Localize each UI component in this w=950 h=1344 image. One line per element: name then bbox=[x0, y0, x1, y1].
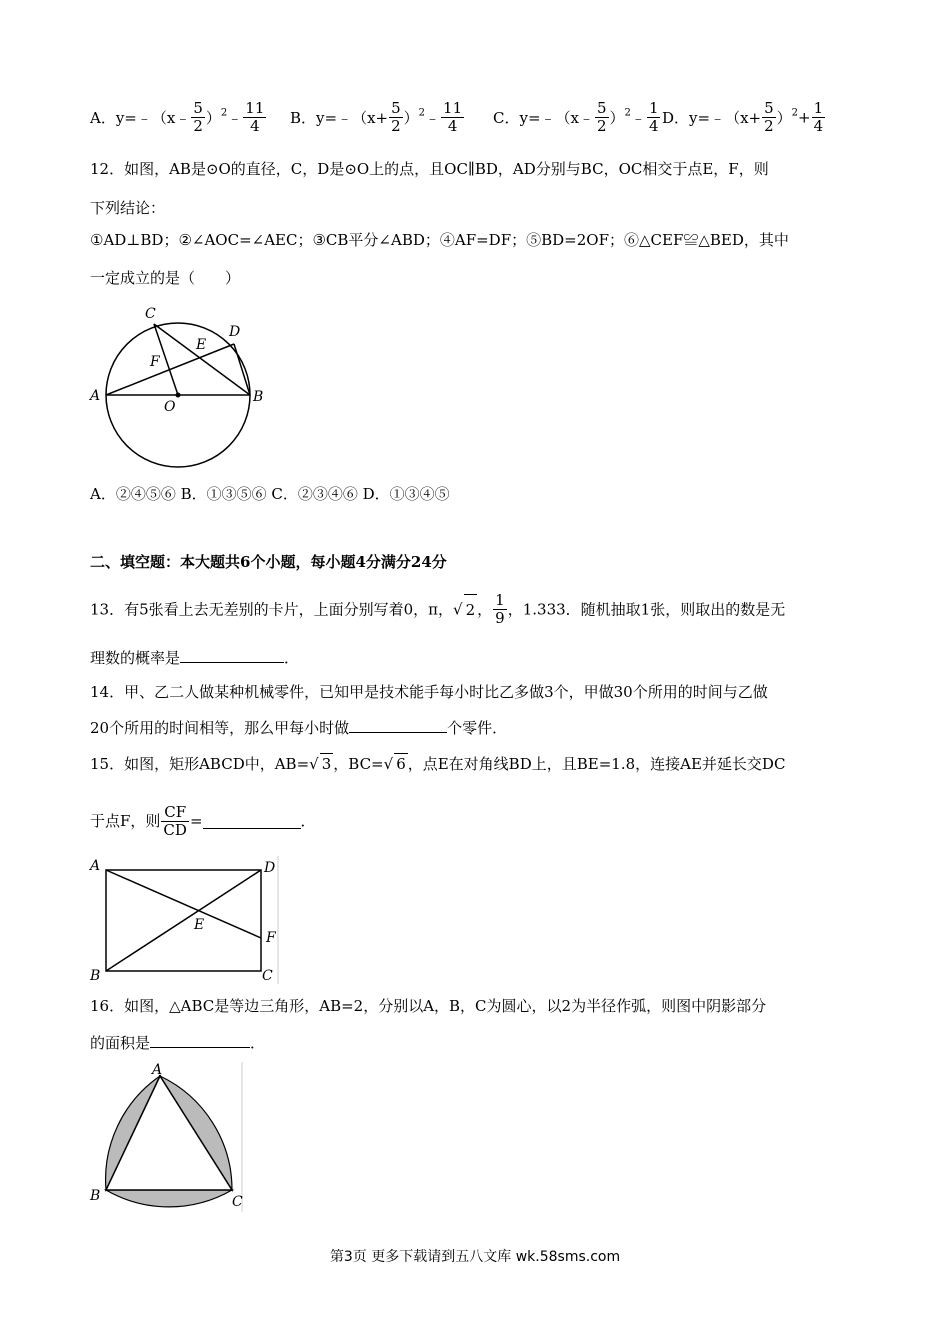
label-b: B bbox=[253, 389, 264, 405]
q11-option-c: C．y=﹣（x﹣ $\frac{5}{2}$ ）$^2$﹣ $\frac{1}{4}$ bbox=[493, 99, 659, 135]
q12-line-1: 12．如图，AB是⊙O的直径，C，D是⊙O上的点，且OC∥BD，AD分别与BC，OC相交于点E，F，则 bbox=[90, 160, 769, 178]
q15-rectangle-figure bbox=[88, 856, 283, 986]
fraction: $\frac{5}{2}$ bbox=[764, 99, 774, 135]
q16-line-1: 16．如图，△ABC是等边三角形，AB=2，分别以A，B，C为圆心，以2为半径作弧，则图中阴影部分 bbox=[90, 997, 767, 1015]
section-2-title: 二、填空题：本大题共6个小题，每小题4分满分24分 bbox=[90, 553, 447, 571]
label-f: F bbox=[266, 930, 276, 946]
fraction: $\frac{CF}{CD}$ bbox=[163, 802, 187, 839]
q16-line-2: 的面积是 ． bbox=[90, 1034, 266, 1052]
q11-option-d: D．y=﹣（x+ $\frac{5}{2}$ ）$^2$+ $\frac{1}{4}$ bbox=[662, 99, 824, 135]
fraction: $\frac{1}{9}$ bbox=[495, 591, 505, 627]
fraction: $\frac{11}{4}$ bbox=[245, 99, 265, 135]
diagonal-bd bbox=[106, 870, 261, 971]
label-d: D bbox=[229, 324, 241, 340]
q13-line-1: 13．有5张看上去无差别的卡片，上面分别写着0，π，√ 2 ， $\frac{1}{9}$ ，1.333．随机抽取1张，则取出的数是无 bbox=[90, 591, 786, 627]
fraction: $\frac{5}{2}$ bbox=[193, 99, 203, 135]
label-a: A bbox=[90, 388, 101, 404]
answer-blank[interactable] bbox=[150, 1033, 250, 1048]
answer-blank[interactable] bbox=[349, 718, 447, 733]
fraction: $\frac{5}{2}$ bbox=[596, 99, 607, 135]
fraction: $\frac{1}{4}$ bbox=[648, 99, 659, 135]
label-d: D bbox=[264, 860, 276, 876]
fraction: $\frac{11}{4}$ bbox=[443, 99, 463, 135]
label-c: C bbox=[232, 1194, 243, 1210]
sqrt-value: 2 bbox=[464, 594, 478, 625]
sqrt-value: 6 bbox=[396, 755, 406, 773]
label-c: C bbox=[262, 968, 273, 984]
q15-line-1: 15．如图，矩形ABCD中，AB=√ 3 ，BC=√ 6 ，点E在对角线BD上，且BE=1.8，连接AE并延长交DC bbox=[90, 755, 786, 773]
q14-line-2: 20个所用的时间相等，那么甲每小时做 个零件． bbox=[90, 719, 508, 737]
q13-line-2: 理数的概率是 ． bbox=[90, 649, 300, 667]
fraction: $\frac{5}{2}$ bbox=[391, 99, 401, 135]
q12-options: A．②④⑤⑥ B．①③⑤⑥ C．②③④⑥ D．①③④⑤ bbox=[90, 485, 450, 503]
label-b: B bbox=[90, 1188, 101, 1204]
label-e: E bbox=[196, 337, 207, 353]
sqrt-value: 3 bbox=[321, 755, 332, 773]
label-o: O bbox=[164, 399, 176, 415]
q12-line-3: ①AD⊥BD；②∠AOC=∠AEC；③CB平分∠ABD；④AF=DF；⑤BD=2OF；⑥△CEF≌△BED，其中 bbox=[90, 231, 789, 249]
q12-circle-figure bbox=[88, 300, 273, 468]
q12-line-2: 下列结论： bbox=[90, 199, 166, 217]
label-e: E bbox=[194, 917, 205, 933]
fraction: $\frac{1}{4}$ bbox=[813, 99, 824, 135]
q14-line-1: 14．甲、乙二人做某种机械零件，已知甲是技术能手每小时比乙多做3个，甲做30个所用的时间与乙做 bbox=[90, 683, 768, 701]
q11-option-b: B．y=﹣（x+ $\frac{5}{2}$ ）$^2$﹣ $\frac{11}{4}$ bbox=[290, 99, 463, 135]
segment-db bbox=[234, 344, 250, 395]
answer-blank[interactable] bbox=[180, 648, 284, 663]
q11-option-a: A．y=﹣（x﹣ $\frac{5}{2}$ ）$^2$﹣ $\frac{11}{4}$ bbox=[90, 99, 265, 135]
shaded-region-bc bbox=[106, 1190, 232, 1207]
label-c: C bbox=[145, 306, 156, 322]
label-f: F bbox=[150, 354, 160, 370]
answer-blank[interactable] bbox=[203, 814, 301, 829]
label-b: B bbox=[90, 968, 101, 984]
center-point bbox=[176, 393, 181, 398]
segment-af bbox=[106, 870, 261, 938]
label-a: A bbox=[152, 1062, 163, 1078]
q12-line-4: 一定成立的是（ ） bbox=[90, 269, 241, 287]
label-a: A bbox=[90, 858, 101, 874]
q16-triangle-figure bbox=[88, 1062, 248, 1212]
page-footer: 第3页 更多下载请到五八文库 wk.58sms.com bbox=[329, 1249, 621, 1265]
q15-line-2: 于点F，则 $\frac{CF}{CD}$ = ． bbox=[90, 802, 316, 839]
